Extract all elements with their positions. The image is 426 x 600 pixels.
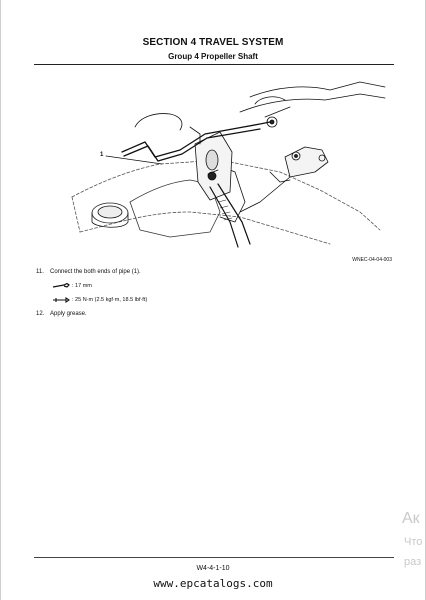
section-title: SECTION 4 TRAVEL SYSTEM [142,37,284,48]
spec-torque [52,297,147,303]
group-subtitle: Group 4 Propeller Shaft [168,52,258,61]
step-text: Apply grease. [50,311,87,317]
wrench-icon [52,283,70,289]
figure-code: WNEC-04-04-003 [352,257,392,263]
watermark-link[interactable]: www.epcatalogs.com [153,577,273,590]
overlay-text-line-1: Ак [402,510,420,527]
torque-wrench-icon [52,297,70,303]
page-number: W4-4-1-10 [196,565,230,572]
footer-rule [34,557,394,558]
spec-text: : 25 N·m (2.5 kgf·m, 18.5 lbf·ft) [72,297,148,303]
step-text: Connect the both ends of pipe (1). [50,269,141,275]
propeller-shaft-diagram [60,72,390,257]
callout-label: 1 [100,152,104,158]
diagram-illustration [60,72,390,257]
step-number: 12. [36,311,45,317]
step-12 [36,311,87,317]
step-number: 11. [36,269,44,275]
step-11 [36,269,141,275]
overlay-text-line-2: Что [404,536,423,548]
header-rule [34,64,394,65]
overlay-text-line-3: раз [404,556,422,568]
spec-text: : 17 mm [72,283,92,289]
spec-wrench-size [52,283,92,289]
